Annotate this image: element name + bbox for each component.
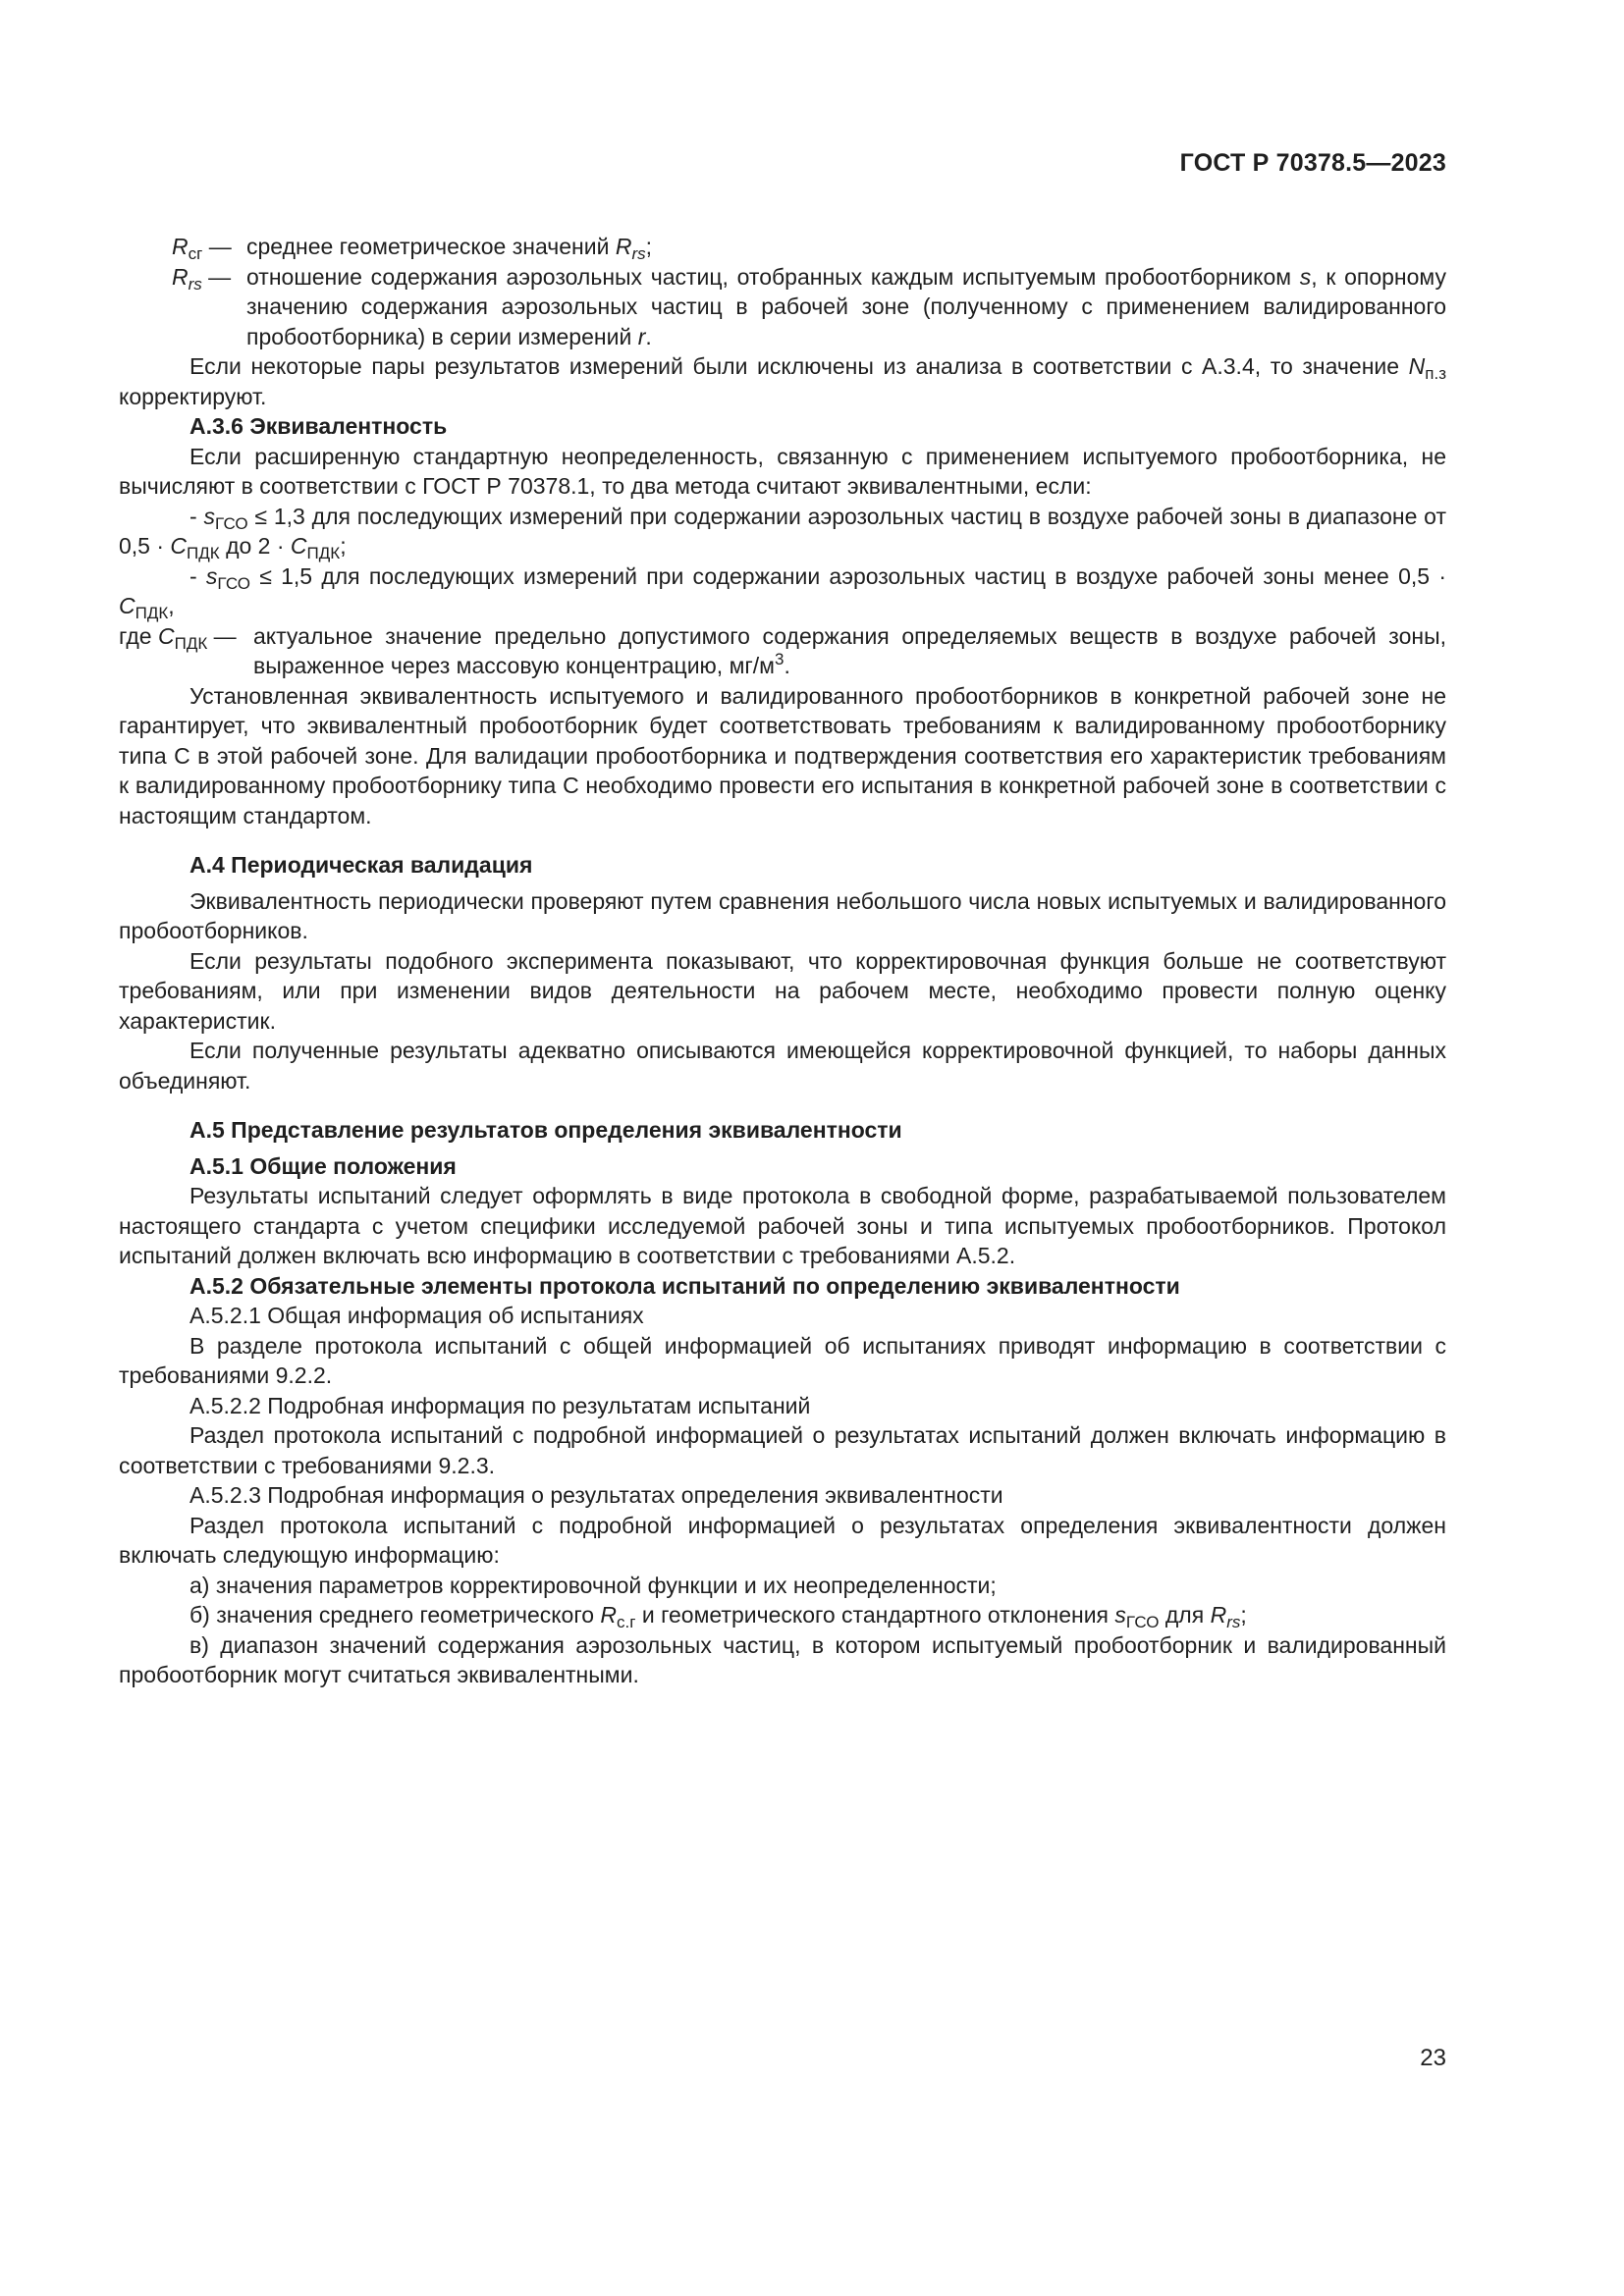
list-item-b: б) значения среднего геометрического $R_{с.г}$ и геометрического стандартного отклонения $s_{ГСО}$ для $R_{rs}$; [189,1602,1247,1631]
definition-text: среднее геометрическое значений $R_{rs}$; [246,234,653,263]
paragraph-a522: Раздел протокола испытаний с подробной информацией о результатах испытаний должен включать информацию в соответствии с требованиями 9.2.3. [119,1422,1446,1478]
subheading-a522: А.5.2.2 Подробная информация по результатам испытаний [189,1392,811,1418]
paragraph-a36: Если расширенную стандартную неопределенность, связанную с применением испытуемого пробоотборника, не вычисляют в соответствии с ГОСТ Р 70378.1, то два метода считают эквивалентными, если: [119,443,1446,499]
subheading-a521: А.5.2.1 Общая информация об испытаниях [189,1303,644,1328]
definition-cpdk [119,621,1446,681]
definition-text: отношение содержания аэрозольных частиц, отобранных каждым испытуемым пробоотборником s, к опорному значению содержания аэрозольных частиц в рабочей зоне (полученному с применением валидированного пробоотборника) в серии измерений r. [246,263,1446,349]
paragraph-a4-3: Если полученные результаты адекватно описываются имеющейся корректировочной функцией, то наборы данных объединяют. [119,1038,1446,1094]
condition-1: - $s_{ГСО} \le 1,3$ для последующих измерений при содержании аэрозольных частиц в воздухе рабочей зоны в диапазоне от $0,5 \cdot С_{ПДК}$ до $2 \cdot С_{ПДК}$; [119,503,1447,562]
definition-term: где $С_{ПДК}$ — [119,622,237,653]
subheading-a523: А.5.2.3 Подробная информация о результатах определения эквивалентности [189,1482,1003,1508]
heading-a36: А.3.6 Эквивалентность [189,413,448,439]
paragraph-a4-2: Если результаты подобного эксперимента показывают, что корректировочная функция больше не соответствуют требованиям, или при изменении видов деятельности на рабочем месте, необходимо провести полную оценку характеристик. [119,947,1446,1034]
paragraph-a4-1: Эквивалентность периодически проверяют путем сравнения небольшого числа новых испытуемых и валидированного пробоотборников. [119,887,1446,943]
condition-2: - $s_{ГСО} \le 1,5$ для последующих измерений при содержании аэрозольных частиц в воздухе рабочей зоны менее $0,5 \cdot С_{ПДК}$, [119,562,1446,622]
paragraph-a51: Результаты испытаний следует оформлять в виде протокола в свободной форме, разрабатываемой пользователем настоящего стандарта с учетом специфики исследуемой рабочей зоны и типа испытуемых пробоотборников. Протокол испытаний должен включать всю информацию в соответствии с требованиями А.5.2. [119,1183,1446,1268]
heading-a5: А.5 Представление результатов определения эквивалентности [189,1117,902,1143]
definition-rrs [119,262,1446,352]
paragraph-a523: Раздел протокола испытаний с подробной информацией о результатах определения эквивалентности должен включать следующую информацию: [119,1512,1446,1568]
paragraph-a521: В разделе протокола испытаний с общей информацией об испытаниях приводят информацию в соответствии с требованиями 9.2.2. [119,1332,1446,1388]
definition-term: $R_{сг}$ — [172,234,232,263]
definition-rsg [119,232,1446,262]
definition-text: актуальное значение предельно допустимого содержания определяемых веществ в воздухе рабочей зоны, выраженное через массовую концентрацию, $мг/м^3$. [253,622,1446,678]
page-content [119,232,1446,1690]
heading-a4: А.4 Периодическая валидация [189,852,533,878]
document-code: ГОСТ Р 70378.5—2023 [1179,149,1446,177]
heading-a51: А.5.1 Общие положения [189,1152,457,1179]
heading-a52: А.5.2 Обязательные элементы протокола испытаний по определению эквивалентности [189,1272,1180,1299]
list-item-a: а) значения параметров корректировочной функции и их неопределенности; [189,1572,997,1598]
paragraph-established-equivalence: Установленная эквивалентность испытуемого и валидированного пробоотборников в конкретной рабочей зоне не гарантирует, что эквивалентный пробоотборник будет соответствовать требованиям к валидированному пробоотборнику типа С в этой рабочей зоне. Для валидации пробоотборника и подтверждения соответствия его характеристик требованиям к валидированному пробоотборнику типа С необходимо провести его испытания в конкретной рабочей зоне в соответствии с настоящим стандартом. [119,682,1446,828]
paragraph-excluded-pairs: Если некоторые пары результатов измерений были исключены из анализа в соответствии с А.3.4, то значение $N_{п.з}$ корректируют. [119,353,1446,409]
page-number: 23 [1420,2045,1446,2071]
definition-term: $R_{rs}$ — [172,263,232,294]
list-item-c: в) диапазон значений содержания аэрозольных частиц, в котором испытуемый пробоотборник и валидированный пробоотборник могут считаться эквивалентными. [119,1631,1446,1687]
